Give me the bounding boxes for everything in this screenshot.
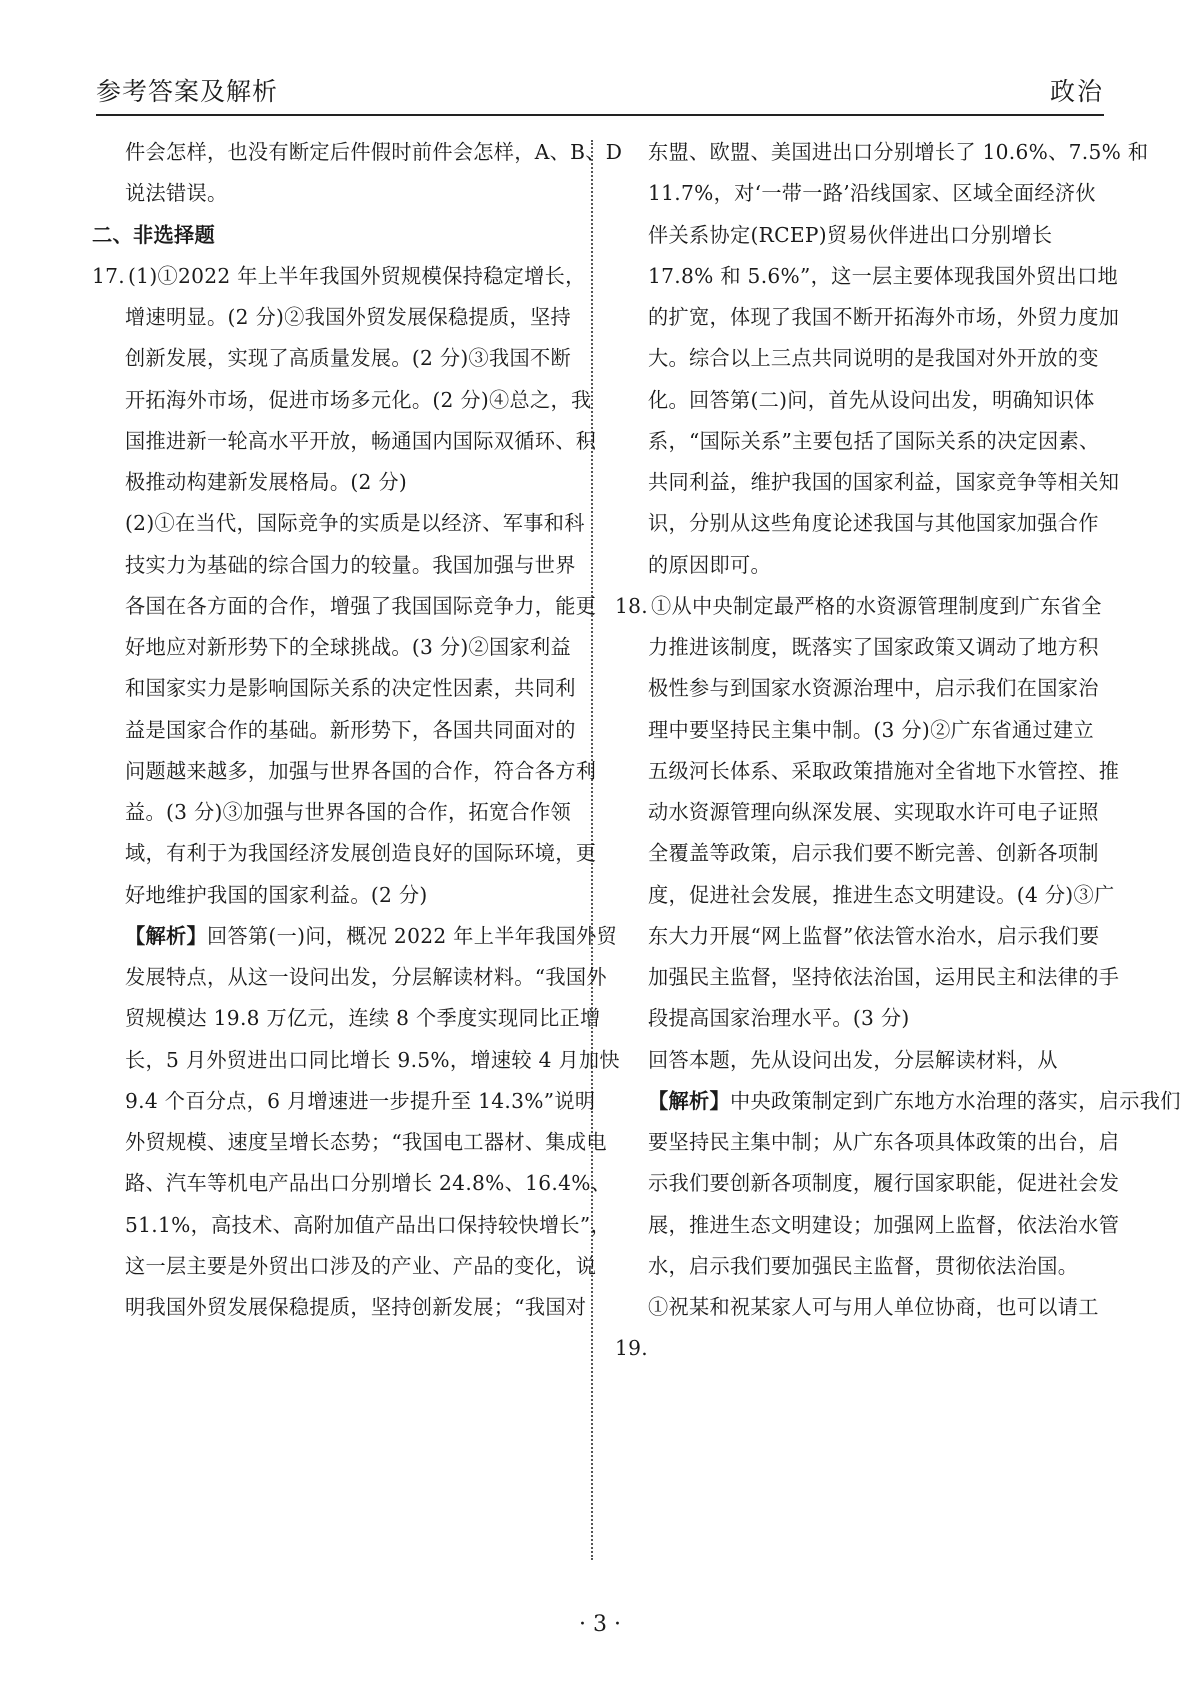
- text-line: ①祝某和祝某家人可与用人单位协商，也可以请工: [648, 1295, 1099, 1319]
- right-column: [615, 132, 1181, 1370]
- text-line: 说法错误。: [125, 181, 228, 206]
- text-line: 开拓海外市场，促进市场多元化。(2 分)④总之，我: [125, 387, 592, 412]
- question-17-start: [92, 256, 592, 297]
- text-line: 回答第(一)问，概况 2022 年上半年我国外贸: [206, 923, 618, 948]
- text-line: 段提高国家治理水平。(3 分): [648, 1006, 910, 1031]
- text-line: 11.7%，对‘一带一路’沿线国家、区域全面经济伙: [648, 181, 1096, 206]
- text-line: 共同利益，维护我国的国家利益，国家竞争等相关知: [648, 470, 1120, 494]
- header-title: 参考答案及解析: [96, 77, 279, 106]
- text-line: 长，5 月外贸进出口同比增长 9.5%，增速较 4 月加快: [125, 1047, 620, 1072]
- text-line: 极推动构建新发展格局。(2 分): [125, 470, 408, 494]
- text-line: 回答本题，先从设问出发，分层解读材料，从: [648, 1047, 1058, 1072]
- text-line: 17.8% 和 5.6%”，这一层主要体现我国外贸出口地: [648, 263, 1118, 288]
- text-line: 问题越来越多，加强与世界各国的合作，符合各方利: [125, 758, 597, 783]
- text-line: 国推进新一轮高水平开放，畅通国内国际双循环、积: [125, 428, 597, 453]
- text-line: 东大力开展“网上监督”依法管水治水，启示我们要: [648, 923, 1100, 948]
- page-number: · 3 ·: [579, 1612, 621, 1637]
- text-line: 的扩宽，体现了我国不断开拓海外市场，外贸力度加: [648, 305, 1120, 329]
- text-line: 理中要坚持民主集中制。(3 分)②广东省通过建立: [648, 717, 1094, 742]
- text-line: 明我国外贸发展保稳提质，坚持创新发展；“我国对: [125, 1295, 587, 1319]
- text-line: 度，促进社会发展，推进生态文明建设。(4 分)③广: [648, 882, 1115, 907]
- question-number: 19.: [615, 1336, 649, 1361]
- text-line: 化。回答第(二)问，首先从设问出发，明确知识体: [648, 387, 1095, 412]
- text-line: ①从中央制定最严格的水资源管理制度到广东省全: [651, 593, 1102, 618]
- text-line: 增速明显。(2 分)②我国外贸发展保稳提质，坚持: [125, 305, 571, 329]
- text-line: 发展特点，从这一设问出发，分层解读材料。“我国外: [125, 965, 607, 989]
- analysis-start: [92, 916, 618, 957]
- text-line: 件会怎样，也没有断定后件假时前件会怎样，A、B、D: [125, 140, 623, 164]
- text-line: 东盟、欧盟、美国进出口分别增长了 10.6%、7.5% 和: [648, 140, 1149, 164]
- text-line: (2)①在当代，国际竞争的实质是以经济、军事和科: [125, 511, 585, 536]
- text-line: (1)①2022 年上半年我国外贸规模保持稳定增长，: [128, 263, 586, 288]
- text-line: 识，分别从这些角度论述我国与其他国家加强合作: [648, 511, 1099, 536]
- text-line: 好地应对新形势下的全球挑战。(3 分)②国家利益: [125, 635, 571, 659]
- question-19-start: [615, 1328, 1115, 1369]
- text-line: 益。(3 分)③加强与世界各国的合作，拓宽合作领: [125, 800, 571, 824]
- text-line: 中央政策制定到广东地方水治理的落实，启示我们: [729, 1088, 1181, 1113]
- text-line: 创新发展，实现了高质量发展。(2 分)③我国不断: [125, 346, 571, 371]
- text-line: 的原因即可。: [648, 552, 771, 577]
- question-number: 18.: [615, 593, 649, 618]
- page-header: [96, 70, 1104, 116]
- text-line: 技实力为基础的综合国力的较量。我国加强与世界: [125, 552, 576, 577]
- text-line: 和国家实力是影响国际关系的决定性因素，共同利: [125, 676, 576, 701]
- text-line: 外贸规模、速度呈增长态势；“我国电工器材、集成电: [125, 1130, 607, 1154]
- text-line: 益是国家合作的基础。新形势下，各国共同面对的: [125, 717, 576, 742]
- left-column: [92, 132, 623, 1328]
- text-line: 加强民主监督，坚持依法治国，运用民主和法律的手: [648, 965, 1120, 989]
- section-heading: 二、非选择题: [92, 222, 215, 247]
- text-line: 伴关系协定(RCEP)贸易伙伴进出口分别增长: [648, 222, 1053, 247]
- text-line: 动水资源管理向纵深发展、实现取水许可电子证照: [648, 800, 1099, 824]
- analysis-start: [615, 1081, 1181, 1122]
- text-line: 这一层主要是外贸出口涉及的产业、产品的变化，说: [125, 1253, 597, 1278]
- text-line: 各国在各方面的合作，增强了我国国际竞争力，能更: [125, 593, 597, 618]
- text-line: 全覆盖等政策，启示我们要不断完善、创新各项制: [648, 841, 1099, 866]
- text-line: 展，推进生态文明建设；加强网上监督，依法治水管: [648, 1212, 1120, 1237]
- text-line: 域，有利于为我国经济发展创造良好的国际环境，更: [125, 841, 597, 866]
- analysis-label: 【解析】: [125, 923, 207, 948]
- text-line: 路、汽车等机电产品出口分别增长 24.8%、16.4%、: [125, 1171, 612, 1196]
- text-line: 9.4 个百分点，6 月增速进一步提升至 14.3%”说明: [125, 1088, 596, 1113]
- header-subject: 政治: [1049, 77, 1104, 106]
- text-line: 系，“国际关系”主要包括了国际关系的决定因素、: [648, 428, 1100, 453]
- analysis-label: 【解析】: [648, 1088, 730, 1113]
- question-number: 17.: [92, 263, 126, 288]
- text-line: 要坚持民主集中制；从广东各项具体政策的出台，启: [648, 1130, 1120, 1154]
- text-line: 51.1%，高技术、高附加值产品出口保持较快增长”，: [125, 1212, 612, 1237]
- text-line: 大。综合以上三点共同说明的是我国对外开放的变: [648, 346, 1099, 371]
- text-line: 贸规模达 19.8 万亿元，连续 8 个季度实现同比正增: [125, 1006, 601, 1031]
- text-line: 水，启示我们要加强民主监督，贯彻依法治国。: [648, 1253, 1079, 1278]
- question-18-start: [615, 586, 1115, 627]
- text-line: 五级河长体系、采取政策措施对全省地下水管控、推: [648, 758, 1120, 783]
- text-line: 力推进该制度，既落实了国家政策又调动了地方积: [648, 635, 1099, 659]
- text-line: 极性参与到国家水资源治理中，启示我们在国家治: [648, 676, 1099, 701]
- text-line: 好地维护我国的国家利益。(2 分): [125, 882, 428, 907]
- text-line: 示我们要创新各项制度，履行国家职能，促进社会发: [648, 1171, 1120, 1196]
